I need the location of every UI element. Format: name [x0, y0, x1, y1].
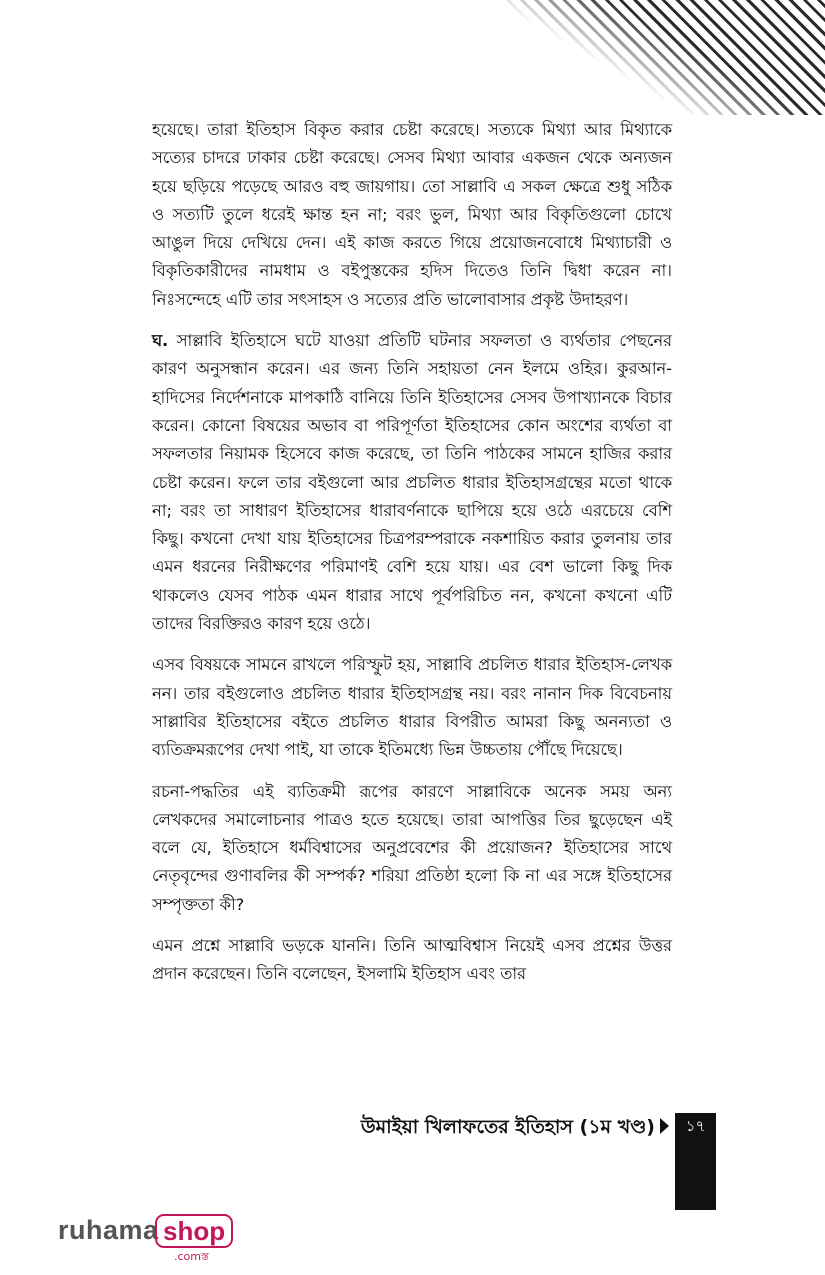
- paragraph-5: [152, 932, 672, 989]
- triangle-arrow-icon: [660, 1118, 669, 1134]
- body-text: [152, 116, 672, 1002]
- paragraph-5-text: এমন প্রশ্নে সাল্লাবি ভড়কে যাননি। তিনি আত্মবিশ্বাস নিয়েই এসব প্রশ্নের উত্তর প্রদান করেছেন। তিনি বলেছেন, ইসলামি ইতিহাস এবং তার: [152, 936, 672, 984]
- brand-logo-shop: shop: [155, 1214, 233, 1248]
- paragraph-4-text: রচনা-পদ্ধতির এই ব্যতিক্রমী রূপের কারণে সাল্লাবিকে অনেক সময় অন্য লেখকদের সমালোচনার পাত্রও হতে হয়েছে। তারা আপত্তির তির ছুড়েছেন এই বলে যে, ইতিহাসে ধর্মবিশ্বাসের অনুপ্রবেশের কী প্রয়োজন? ইতিহাসের সাথে নেতৃবৃন্দের গুণাবলির কী সম্পর্ক? শরিয়া প্রতিষ্ঠা হলো কি না এর সঙ্গে ইতিহাসের সম্পৃক্ততা কী?: [152, 781, 672, 914]
- page-number-tab: [675, 1113, 716, 1210]
- paragraph-2-text: সাল্লাবি ইতিহাসে ঘটে যাওয়া প্রতিটি ঘটনার সফলতা ও ব্যর্থতার পেছনের কারণ অনুসন্ধান করেন। এর জন্য তিনি সহায়তা নেন ইলমে ওহির। কুরআন-হাদিসের নির্দেশনাকে মাপকাঠি বানিয়ে তিনি ইতিহাসের সেসব উপাখ্যানকে বিচার করেন। কোনো বিষয়ের অভাব বা পরিপূর্ণতা ইতিহাসের কোন অংশের ব্যর্থতা বা সফলতার নিয়ামক হিসেবে কাজ করেছে, তা তিনি পাঠকের সামনে হাজির করার চেষ্টা করেন। ফলে তার বইগুলো আর প্রচলিত ধারার ইতিহাসগ্রন্থের মতো থাকে না; বরং তা সাধারণ ইতিহাসের ধারাবর্ণনাকে ছাপিয়ে হয়ে ওঠে এরচেয়ে বেশি কিছু। কখনো দেখা যায় ইতিহাসের চিত্রপরম্পরাকে নকশায়িত করার তুলনায় তার এমন ধরনের নিরীক্ষণের পরিমাণই বেশি হয়ে যায়। এর বেশ ভালো কিছু দিক থাকলেও যেসব পাঠক এমন ধারার সাথে পূর্বপরিচিত নন, কখনো কখনো এটি তাদের বিরক্তিরও কারণ হয়ে ওঠে।: [152, 331, 672, 634]
- paragraph-1: [152, 116, 672, 314]
- paragraph-3: [152, 651, 672, 764]
- brand-logo-ruhama: ruhama: [58, 1215, 159, 1245]
- paragraph-3-text: এসব বিষয়কে সামনে রাখলে পরিস্ফুট হয়, সাল্লাবি প্রচলিত ধারার ইতিহাস-লেখক নন। তার বইগুলোও প্রচলিত ধারার ইতিহাসগ্রন্থ নয়। বরং নানান দিক বিবেচনায় সাল্লাবির ইতিহাসের বইতে প্রচলিত ধারার বিপরীত আমরা কিছু অনন্যতা ও ব্যতিক্রমরূপের দেখা পাই, যা তাকে ইতিমধ্যে ভিন্ন উচ্চতায় পৌঁছে দিয়েছে।: [152, 655, 672, 760]
- paragraph-4: [152, 778, 672, 919]
- brand-logo-domain: .comস্ত: [174, 1250, 209, 1263]
- page-number: ১৭: [685, 1117, 706, 1135]
- paragraph-2: [152, 327, 672, 638]
- paragraph-1-text: হয়েছে। তারা ইতিহাস বিকৃত করার চেষ্টা করেছে। সত্যকে মিথ্যা আর মিথ্যাকে সত্যের চাদরে ঢাকার চেষ্টা করেছে। সেসব মিথ্যা আবার একজন থেকে অন্যজন হয়ে ছড়িয়ে পড়েছে আরও বহু জায়গায়। তো সাল্লাবি এ সকল ক্ষেত্রে শুধু সঠিক ও সত্যটি তুলে ধরেই ক্ষান্ত হন না; বরং ভুল, মিথ্যা আর বিকৃতিগুলো চোখে আঙুল দিয়ে দেখিয়ে দেন। এই কাজ করতে গিয়ে প্রয়োজনবোধে মিথ্যাচারী ও বিকৃতিকারীদের নামধাম ও বইপুস্তকের হদিস দিতেও তিনি দ্বিধা করেন না। নিঃসন্দেহে এটি তার সৎসাহস ও সত্যের প্রতি ভালোবাসার প্রকৃষ্ট উদাহরণ।: [152, 120, 672, 309]
- decorative-stripes: [465, 0, 825, 115]
- running-footer-book-title: উমাইয়া খিলাফতের ইতিহাস (১ম খণ্ড): [360, 1116, 655, 1138]
- paragraph-2-marker: ঘ.: [152, 331, 169, 351]
